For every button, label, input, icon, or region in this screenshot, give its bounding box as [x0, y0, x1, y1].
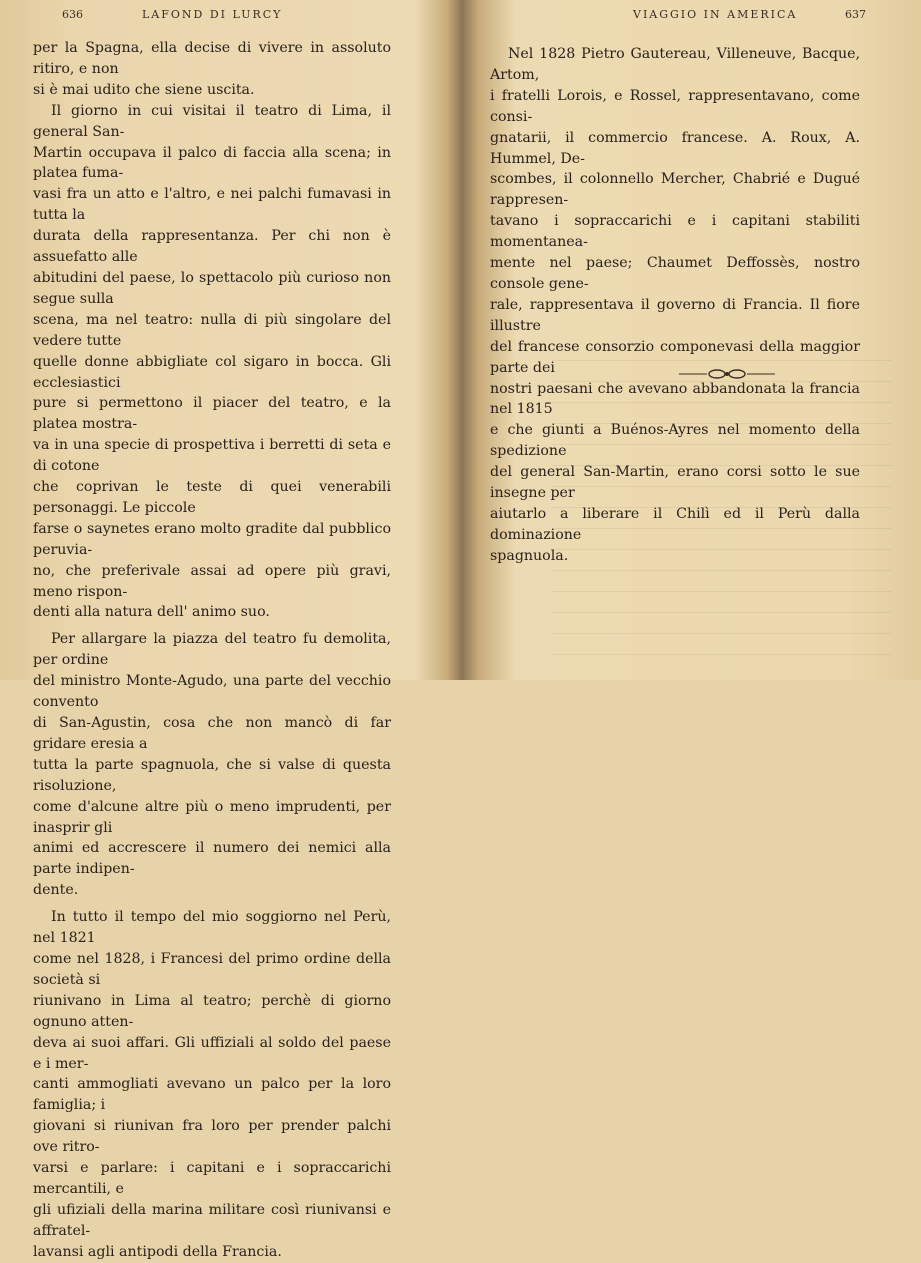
- text-line: come nel 1828, i Francesi del primo ordine della società si: [33, 950, 391, 988]
- text-line: riunivano in Lima al teatro; perchè di giorno ognuno atten-: [33, 992, 391, 1030]
- text-line: come d'alcune altre più o meno imprudenti, per inasprir gli: [33, 798, 391, 836]
- show-through-text: [552, 360, 892, 660]
- paragraph: [33, 101, 391, 624]
- left-page: [0, 0, 460, 1260]
- text-line: va in una specie di prospettiva i berretti di seta e di cotone: [33, 437, 391, 475]
- text-line: deva ai suoi affari. Gli uffiziali al soldo del paese e i mer-: [33, 1034, 391, 1072]
- text-line: tutta la parte spagnuola, che si valse di questa risoluzione,: [33, 756, 391, 794]
- text-line: In tutto il tempo del mio soggiorno nel Perù, nel 1821: [33, 909, 391, 947]
- text-line: aiutarlo a liberare il Chilì ed il Perù dalla dominazione: [490, 505, 860, 543]
- text-line: denti alla natura dell' animo suo.: [33, 604, 270, 621]
- text-line: no, che preferivale assai ad opere più gravi, meno rispon-: [33, 562, 391, 600]
- text-line: abitudini del paese, lo spettacolo più curioso non segue sulla: [33, 269, 391, 307]
- text-line: tavano i sopraccarichi e i capitani stabiliti momentanea-: [490, 213, 860, 251]
- paragraph: [33, 907, 391, 1262]
- text-line: del ministro Monte-Agudo, una parte del vecchio convento: [33, 673, 391, 711]
- text-line: di San-Agustin, cosa che non mancò di far gridare eresia a: [33, 715, 391, 752]
- text-line: scena, ma nel teatro: nulla di più singolare del vedere tutte: [33, 311, 391, 349]
- text-line: animi ed accrescere il numero dei nemici alla parte indipen-: [33, 840, 391, 878]
- right-page: [462, 0, 921, 680]
- text-line: si è mai udito che siene uscita.: [33, 81, 255, 98]
- paragraph: [33, 629, 391, 901]
- text-line: gnatarii, il commercio francese. A. Roux, A. Hummel, De-: [490, 129, 860, 167]
- left-page-text: [33, 38, 391, 1263]
- text-line: farse o saynetes erano molto gradite dal pubblico peruvia-: [33, 520, 391, 558]
- text-line: del francese consorzio componevasi della maggior parte dei: [490, 338, 860, 376]
- page-number-right: 637: [845, 8, 866, 21]
- text-line: giovani si riunivan fra loro per prender palchi ove ritro-: [33, 1118, 391, 1156]
- text-line: canti ammogliati avevano un palco per la loro famiglia; i: [33, 1076, 391, 1114]
- text-line: gli ufiziali della marina militare così riunivansi e affratel-: [33, 1201, 391, 1239]
- paragraph: [33, 38, 391, 101]
- page-number-left: 636: [62, 8, 83, 21]
- text-line: Martin occupava il palco di faccia alla scena; in platea fuma-: [33, 144, 391, 182]
- text-line: varsi e parlare: i capitani e i sopraccarichi mercantili, e: [33, 1160, 391, 1197]
- text-line: Nel 1828 Pietro Gautereau, Villeneuve, Bacque, Artom,: [490, 46, 860, 83]
- text-line: pure si permettono il piacer del teatro, e la platea mostra-: [33, 395, 391, 433]
- text-line: del general San-Martin, erano corsi sotto le sue insegne per: [490, 464, 860, 502]
- text-line: dente.: [33, 882, 79, 899]
- text-line: che coprivan le teste di quei venerabili personaggi. Le piccole: [33, 479, 391, 516]
- text-line: Il giorno in cui visitai il teatro di Lima, il general San-: [33, 102, 391, 140]
- text-line: scombes, il colonnello Mercher, Chabrié e Dugué rappresen-: [490, 171, 860, 209]
- text-line: quelle donne abbigliate col sigaro in bocca. Gli ecclesiastici: [33, 353, 391, 391]
- text-line: vasi fra un atto e l'altro, e nei palchi fumavasi in tutta la: [33, 186, 391, 224]
- text-line: mente nel paese; Chaumet Deffossès, nostro console gene-: [490, 255, 860, 292]
- running-head-left: LAFOND DI LURCY: [142, 8, 283, 21]
- text-line: per la Spagna, ella decise di vivere in assoluto ritiro, e non: [33, 40, 391, 77]
- running-head-right: VIAGGIO IN AMERICA: [633, 8, 798, 21]
- text-line: i fratelli Lorois, e Rossel, rappresentavano, come consi-: [490, 87, 860, 125]
- text-line: lavansi agli antipodi della Francia.: [33, 1243, 282, 1260]
- text-line: spagnuola.: [490, 547, 569, 564]
- text-line: rale, rappresentava il governo di Francia. Il fiore illustre: [490, 296, 860, 334]
- text-line: nostri paesani che avevano abbandonata la francia nel 1815: [490, 380, 860, 418]
- text-line: durata della rappresentanza. Per chi non è assuefatto alle: [33, 228, 391, 266]
- text-line: e che giunti a Buénos-Ayres nel momento della spedizione: [490, 422, 860, 460]
- text-line: Per allargare la piazza del teatro fu demolita, per ordine: [33, 631, 391, 669]
